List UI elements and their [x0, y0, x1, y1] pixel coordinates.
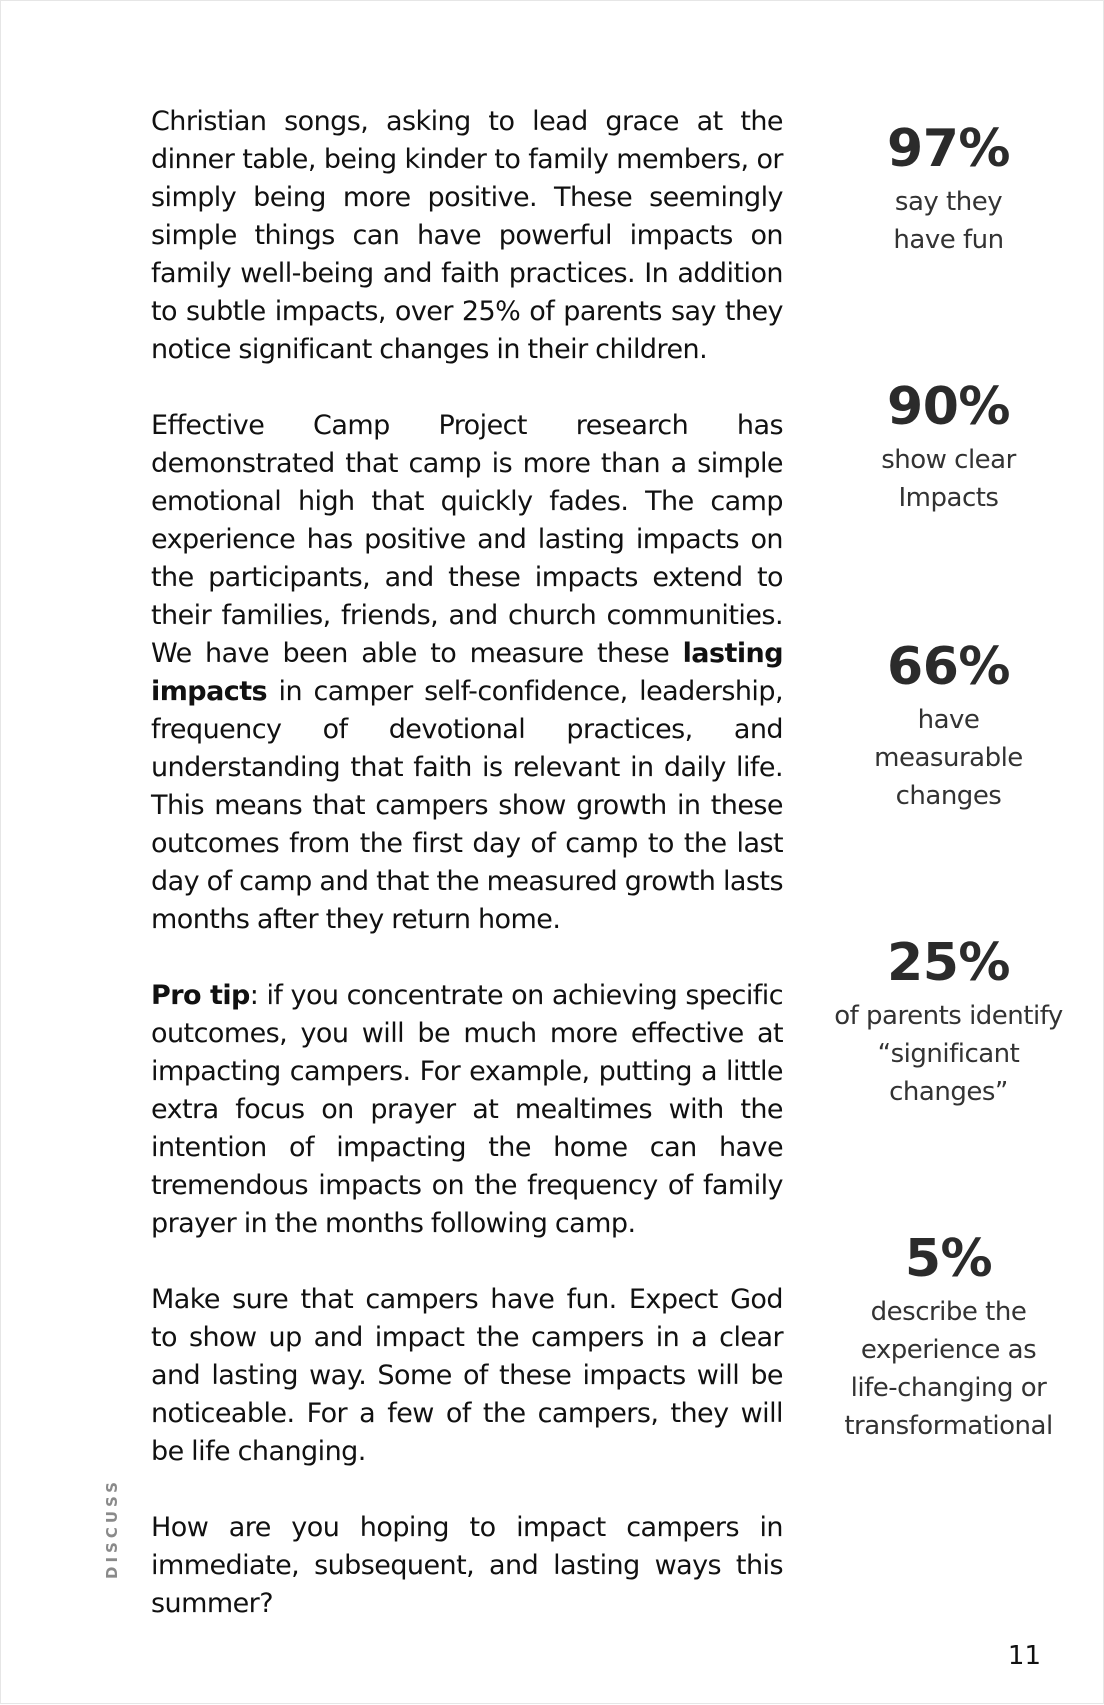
stat-significant-changes [816, 933, 1081, 1111]
paragraph-4-text: Make sure that campers have fun. Expect God to show up and impact the campers in a clear and lasting way. Some of these impacts will be noticeable. For a few of the campers, they will be life changing. [151, 1284, 783, 1467]
paragraph-1-text: Christian songs, asking to lead grace at the dinner table, being kinder to family members, or simply being more positive. These seemingly simple things can have powerful impacts on family well-being and faith practices. In addition to subtle impacts, over 25% of parents say they notice significant changes in their children. [151, 106, 783, 365]
paragraph-3-text: : if you concentrate on achieving specific outcomes, you will be much more effective at impacting campers. For example, putting a little extra focus on prayer at mealtimes with the intention of impacting the home can have tremendous impacts on the frequency of family prayer in the months following camp. [151, 980, 783, 1239]
discussion-question-text: How are you hoping to impact campers in immediate, subsequent, and lasting ways this summer? [151, 1512, 783, 1619]
stat-label: say they have fun [893, 187, 1004, 255]
stat-label: have measurable changes [874, 705, 1023, 811]
paragraph-3-pro-tip [151, 977, 783, 1243]
lasting-impacts-emphasis: lasting impacts [151, 638, 783, 707]
paragraph-1 [151, 103, 783, 369]
paragraph-2-text-end: in camper self-confidence, leadership, frequency of devotional practices, and understanding that faith is relevant in daily life. This means that campers show growth in these outcomes from the first day of camp to the last day of camp and that the measured growth lasts months after they return home. [151, 676, 783, 935]
stat-value: 97% [887, 119, 1010, 179]
stat-value: 66% [887, 637, 1010, 697]
discuss-side-label: DISCUSS [103, 1478, 121, 1579]
discussion-question [151, 1509, 783, 1623]
stat-value: 90% [887, 377, 1010, 437]
stats-sidebar [816, 1, 1081, 1705]
stat-label: describe the experience as life-changing or transformational [844, 1297, 1053, 1441]
stat-clear-impacts [816, 377, 1081, 517]
main-text-column [151, 103, 783, 1661]
paragraph-4 [151, 1281, 783, 1471]
stat-measurable-changes [816, 637, 1081, 815]
paragraph-2 [151, 407, 783, 939]
page-number: 11 [1007, 1641, 1041, 1671]
stat-value: 25% [887, 933, 1010, 993]
paragraph-2-text-start: Effective Camp Project research has demonstrated that camp is more than a simple emotional high that quickly fades. The camp experience has positive and lasting impacts on the participants, and these impacts extend to their families, friends, and church communities. We have been able to measure these [151, 410, 783, 669]
pro-tip-label: Pro tip [151, 980, 250, 1011]
stat-fun [816, 119, 1081, 259]
stat-life-changing [816, 1229, 1081, 1445]
stat-label: of parents identify “significant changes” [834, 1001, 1063, 1107]
stat-value: 5% [904, 1229, 993, 1289]
stat-label: show clear Impacts [881, 445, 1016, 513]
